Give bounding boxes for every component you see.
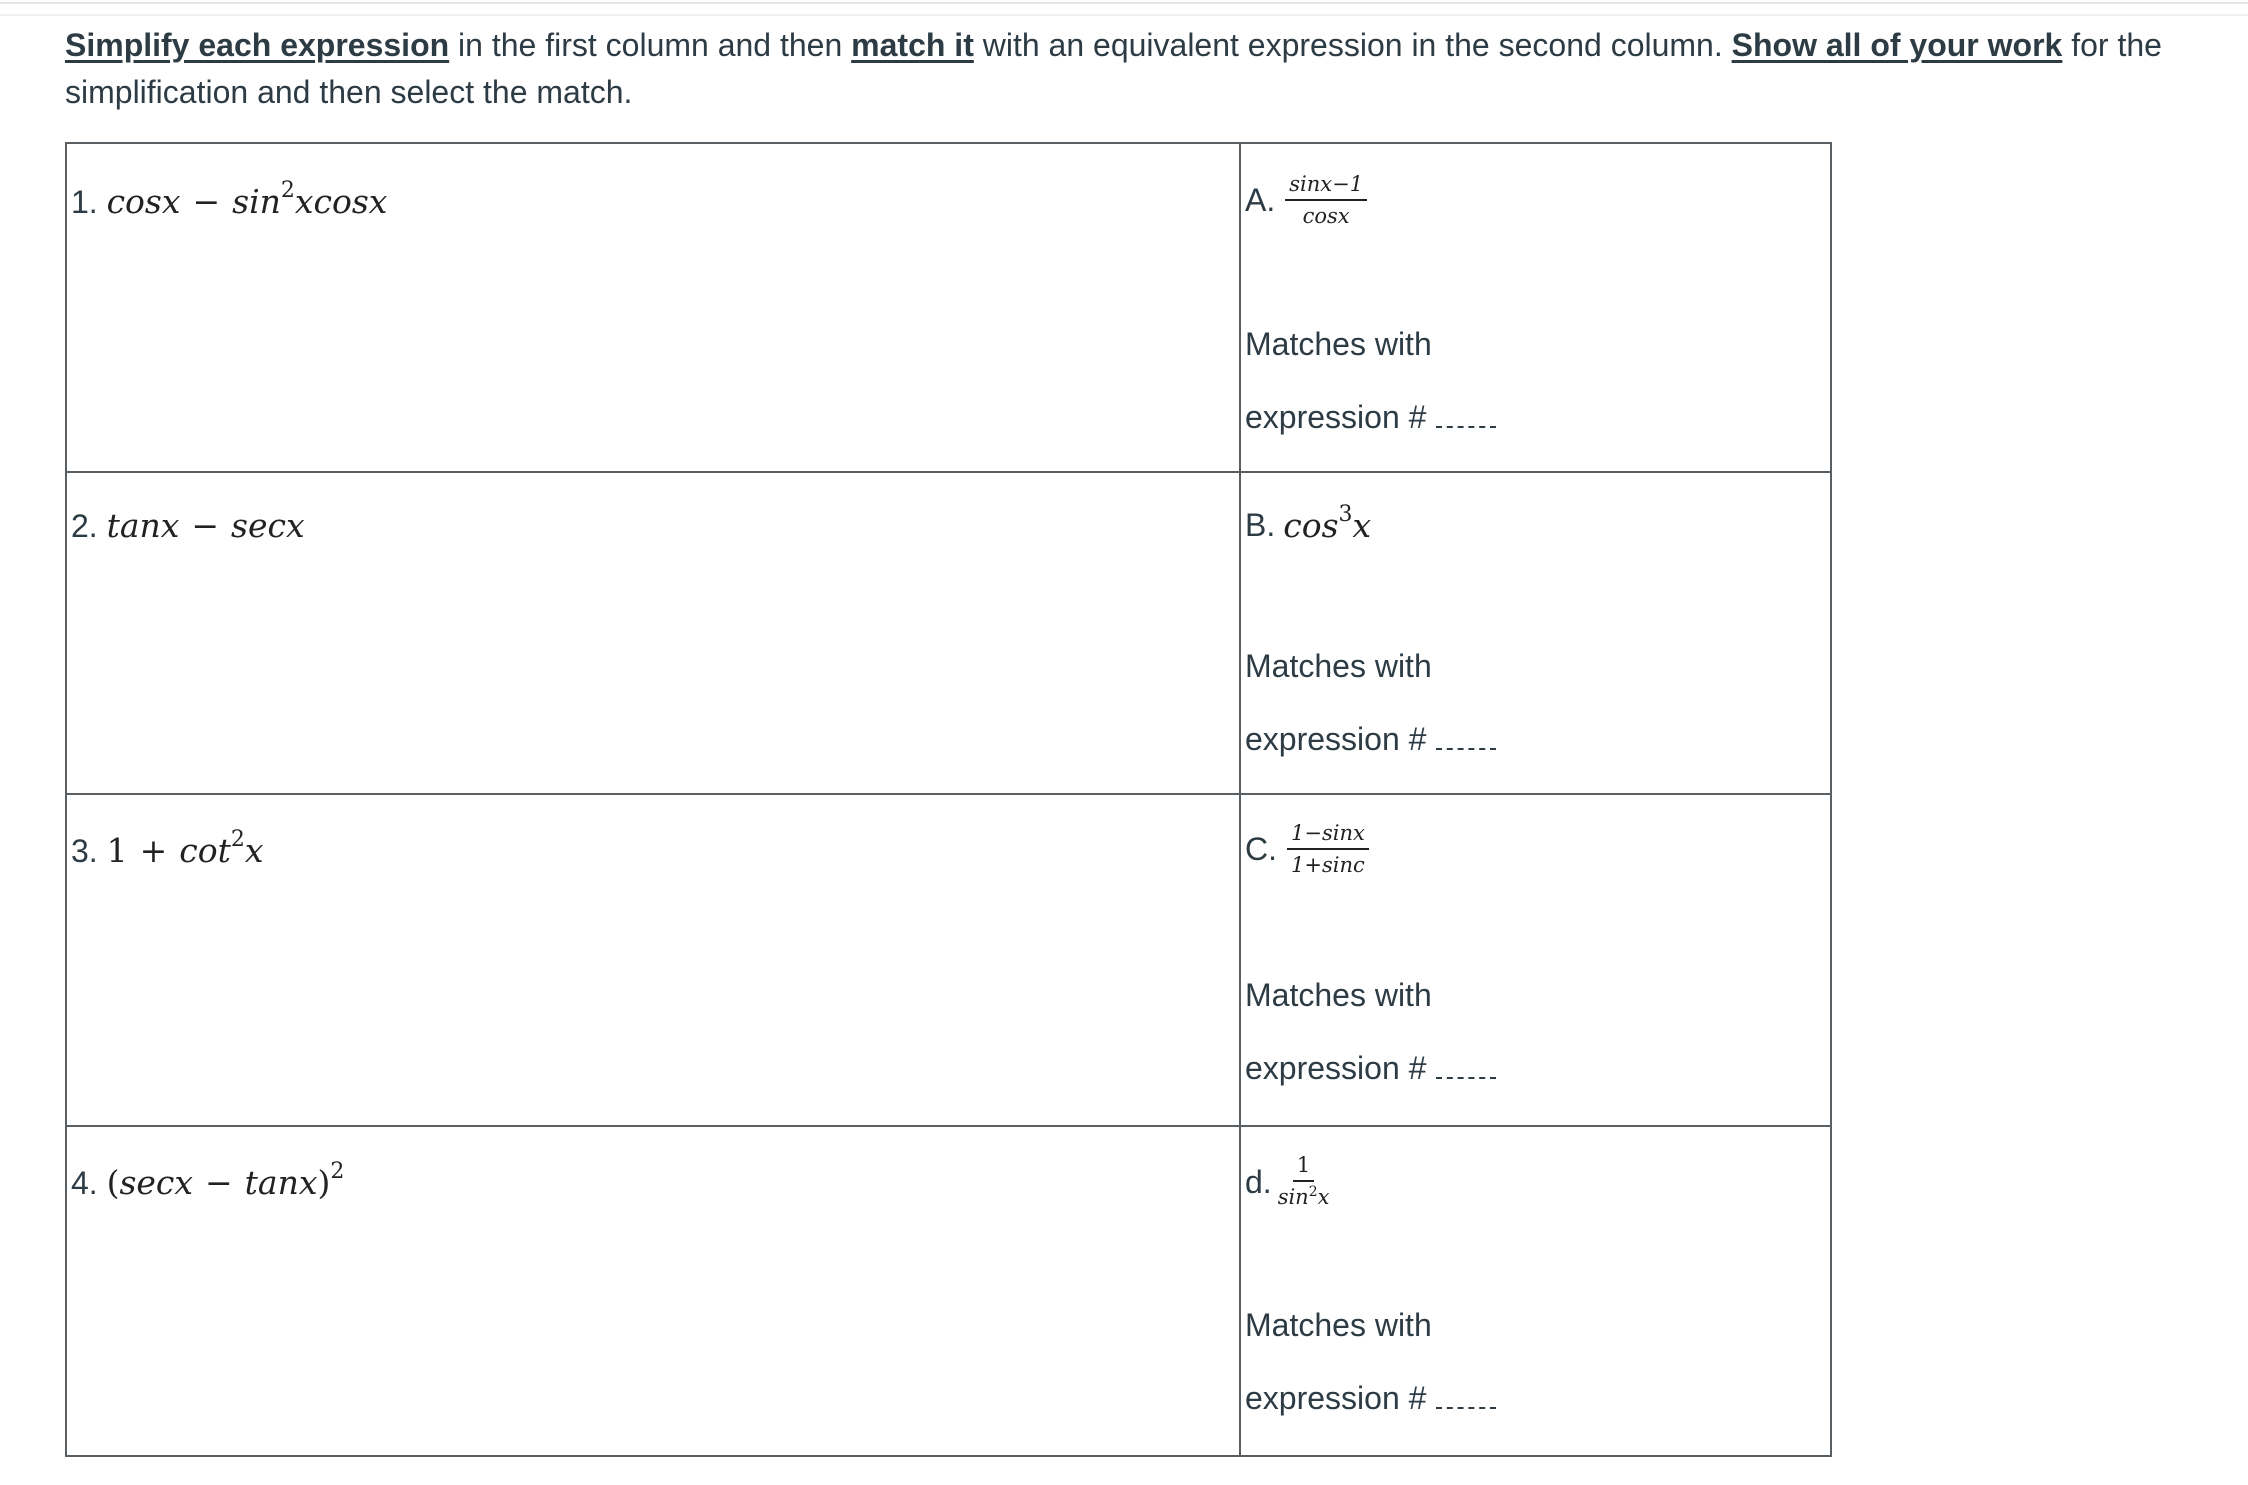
expression-number-line	[1245, 399, 1496, 436]
table-row	[66, 1126, 1831, 1456]
option-fraction	[1285, 172, 1367, 228]
expr-term: sin	[232, 182, 281, 221]
expr-exponent: 2	[230, 827, 245, 852]
expression-number-line	[1245, 1380, 1496, 1417]
option-cell-d[interactable]	[1240, 1126, 1831, 1456]
expr-exponent: 2	[280, 178, 295, 203]
option-d	[1245, 1153, 1333, 1212]
expr-term: secx	[119, 1163, 194, 1202]
option-fraction	[1274, 1153, 1334, 1212]
instruction-emphasis-simplify: Simplify each expression	[65, 27, 450, 63]
table-row	[66, 472, 1831, 794]
expression-number-label: expression #	[1245, 1380, 1427, 1416]
matches-with-label: Matches with	[1245, 1307, 1432, 1343]
top-divider-secondary	[0, 14, 2248, 16]
expression-number-line	[1245, 1050, 1496, 1087]
expr-term: secx	[231, 506, 305, 545]
answer-blank[interactable]	[1436, 738, 1496, 750]
expression-number-label: expression #	[1245, 399, 1427, 435]
option-letter: C.	[1245, 830, 1277, 867]
option-cell-c[interactable]	[1240, 794, 1831, 1126]
fraction-numerator: sinx−1	[1285, 172, 1367, 201]
denominator-exponent: 2	[1308, 1184, 1318, 1200]
expr-paren: )	[317, 1163, 331, 1202]
fraction-denominator: cosx	[1302, 204, 1350, 228]
fraction-denominator	[1274, 1182, 1334, 1212]
expression-number-label: expression #	[1245, 721, 1427, 757]
expr-term: tanx	[244, 1163, 318, 1202]
option-letter: B.	[1245, 507, 1276, 543]
table-row	[66, 143, 1831, 472]
option-variable: x	[1352, 506, 1372, 545]
option-a	[1245, 172, 1367, 228]
option-exponent: 3	[1338, 502, 1353, 527]
answer-blank[interactable]	[1436, 1397, 1496, 1409]
fraction-numerator: 1−sinx	[1287, 821, 1369, 850]
matches-with-label: Matches with	[1245, 326, 1432, 362]
instructions-text	[65, 22, 2205, 116]
expr-term: cosx	[106, 182, 181, 221]
answer-blank[interactable]	[1436, 1067, 1496, 1079]
matches-with-label: Matches with	[1245, 648, 1432, 684]
matches-with-label: Matches with	[1245, 977, 1432, 1013]
option-letter: A.	[1245, 181, 1276, 218]
expr-term: 1	[106, 831, 128, 870]
option-c	[1245, 821, 1369, 877]
instruction-emphasis-show-work: Show all of your work	[1731, 27, 2063, 63]
instruction-text-3: for the simplification and then select the match.	[65, 27, 2162, 110]
expression-cell-3[interactable]	[66, 794, 1240, 1126]
expr-operator: −	[191, 506, 220, 545]
expr-term: cot	[179, 831, 231, 870]
denominator-function: sin	[1277, 1185, 1309, 1209]
expr-term: tanx	[106, 506, 180, 545]
expr-operator: +	[139, 831, 168, 870]
fraction-denominator: 1+sinc	[1291, 853, 1365, 877]
expression-4	[71, 1159, 345, 1202]
option-letter: d.	[1245, 1164, 1272, 1200]
denominator-variable: x	[1317, 1185, 1330, 1209]
expression-number-label: expression #	[1245, 1050, 1427, 1086]
expression-2	[71, 506, 305, 545]
instruction-text-2: with an equivalent expression in the second column.	[973, 27, 1732, 63]
expression-cell-1[interactable]	[66, 143, 1240, 472]
instruction-text-1: in the first column and then	[449, 27, 852, 63]
expr-operator: −	[205, 1163, 233, 1202]
top-divider	[0, 2, 2248, 4]
expr-term: xcosx	[294, 182, 388, 221]
expr-paren: (	[106, 1163, 120, 1202]
expression-cell-2[interactable]	[66, 472, 1240, 794]
option-function: cos	[1283, 506, 1339, 545]
expr-term: x	[244, 831, 264, 870]
expression-1	[71, 178, 388, 221]
option-b	[1245, 502, 1372, 545]
expression-number: 2.	[71, 508, 98, 544]
matching-table	[65, 142, 1832, 1457]
expression-number-line	[1245, 721, 1496, 758]
option-cell-b[interactable]	[1240, 472, 1831, 794]
answer-blank[interactable]	[1436, 416, 1496, 428]
table-row	[66, 794, 1831, 1126]
expression-3	[71, 827, 264, 870]
expr-operator: −	[192, 182, 221, 221]
expression-number: 3.	[71, 833, 98, 869]
expr-exponent: 2	[330, 1159, 345, 1184]
expression-number: 4.	[71, 1165, 98, 1201]
option-fraction	[1287, 821, 1369, 877]
expression-number: 1.	[71, 184, 98, 220]
option-cell-a[interactable]	[1240, 143, 1831, 472]
instruction-emphasis-match: match it	[851, 27, 974, 63]
expression-cell-4[interactable]	[66, 1126, 1240, 1456]
fraction-numerator: 1	[1293, 1153, 1314, 1182]
